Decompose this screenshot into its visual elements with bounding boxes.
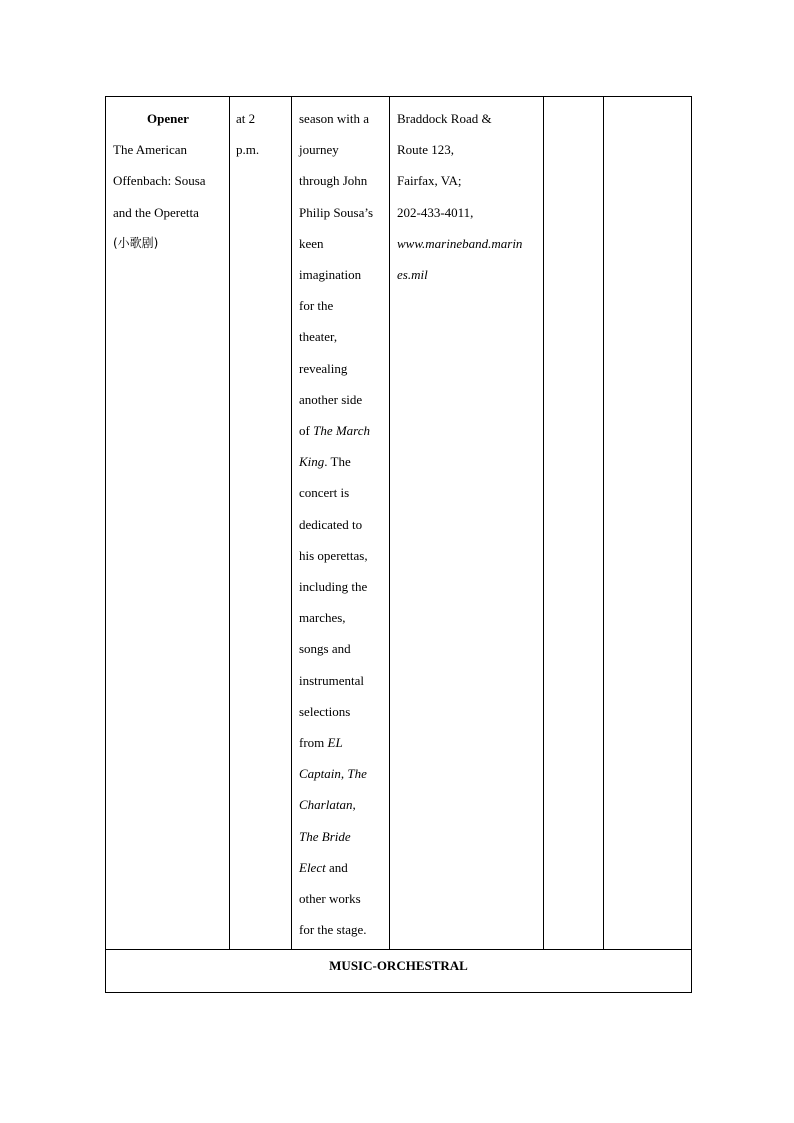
description-line-text: EL (327, 735, 343, 751)
description-line (299, 540, 385, 571)
description-text (292, 97, 389, 949)
description-line-text: journey (299, 142, 339, 158)
location-line (397, 134, 537, 165)
description-line-text: season with a (299, 111, 370, 126)
description-line (299, 633, 385, 664)
description-line-text: Charlatan, (299, 797, 356, 813)
description-line-text: selections (299, 703, 351, 719)
description-line (299, 290, 385, 321)
location-text (390, 97, 543, 294)
description-line (299, 321, 385, 352)
description-line (299, 477, 385, 508)
location-line-text: es.mil (397, 267, 428, 283)
description-line-text: The March (313, 423, 371, 439)
description-line (299, 509, 385, 540)
location-line (397, 103, 537, 134)
time-cell (230, 97, 292, 950)
location-line (397, 259, 537, 290)
table-row (106, 97, 692, 950)
empty-cell (544, 97, 604, 950)
description-line (299, 696, 385, 727)
location-line-text: Fairfax, VA; (397, 173, 462, 189)
section-row (106, 950, 692, 993)
description-line (299, 259, 385, 290)
description-line-text: songs and (299, 641, 351, 657)
description-line (299, 353, 385, 384)
event-title: Opener (147, 111, 189, 126)
description-line (299, 602, 385, 633)
description-line-text: keen (299, 235, 324, 251)
description-line-text: Elect (299, 859, 326, 875)
description-line-text: another side (299, 391, 363, 407)
description-line-text: instrumental (299, 672, 364, 688)
description-line-suffix: and (325, 859, 348, 875)
description-line-text: theater, (299, 329, 338, 345)
description-line-text: concert is (299, 485, 350, 501)
event-line: and the Operetta (113, 204, 199, 220)
description-line-text: for the (299, 298, 334, 314)
description-line (299, 446, 385, 477)
description-line-text: other works (299, 891, 361, 907)
description-line (299, 758, 385, 789)
description-line-text: marches, (299, 610, 346, 626)
description-line-suffix: . The (324, 454, 351, 470)
event-cell (106, 97, 230, 950)
location-line (397, 197, 537, 228)
description-line (299, 883, 385, 914)
event-line: Offenbach: Sousa (113, 173, 206, 189)
location-cell (390, 97, 544, 950)
description-line-text: Philip Sousa’s (299, 204, 374, 220)
location-line (397, 228, 537, 259)
event-line: The American (113, 142, 187, 158)
description-line-text: for the stage. (299, 922, 367, 938)
description-line (299, 571, 385, 602)
description-line (299, 914, 385, 945)
description-line (299, 727, 385, 758)
description-line (299, 821, 385, 852)
events-table (105, 96, 692, 993)
description-line-text: King (299, 454, 325, 470)
event-note: (小歌剧) (113, 235, 159, 250)
description-line-prefix: from (299, 735, 328, 751)
location-line-text: Route 123, (397, 142, 455, 158)
description-line (299, 665, 385, 696)
description-line (299, 228, 385, 259)
description-line-text: including the (299, 579, 368, 595)
description-line-text: through John (299, 173, 368, 189)
description-line-text: Captain, The (299, 766, 367, 782)
time-line: p.m. (236, 142, 260, 158)
description-line-text: dedicated to (299, 516, 363, 532)
description-line (299, 384, 385, 415)
description-line-text: The Bride (299, 828, 351, 844)
location-line-text: www.marineband.marin (397, 235, 523, 251)
description-line-text: his operettas, (299, 547, 368, 563)
section-heading: MUSIC-ORCHESTRAL (106, 950, 692, 993)
description-line-text: revealing (299, 360, 348, 376)
time-line: at 2 (236, 111, 256, 126)
description-line (299, 103, 385, 134)
description-line (299, 197, 385, 228)
description-line (299, 165, 385, 196)
description-line (299, 415, 385, 446)
location-line-text: 202-433-4011, (397, 204, 474, 220)
empty-cell (604, 97, 692, 950)
description-line (299, 134, 385, 165)
description-line (299, 852, 385, 883)
location-line (397, 165, 537, 196)
location-line-text: Braddock Road & (397, 111, 492, 126)
description-line-prefix: of (299, 423, 314, 439)
description-line-text: imagination (299, 267, 362, 283)
description-line (299, 789, 385, 820)
description-cell (292, 97, 390, 950)
